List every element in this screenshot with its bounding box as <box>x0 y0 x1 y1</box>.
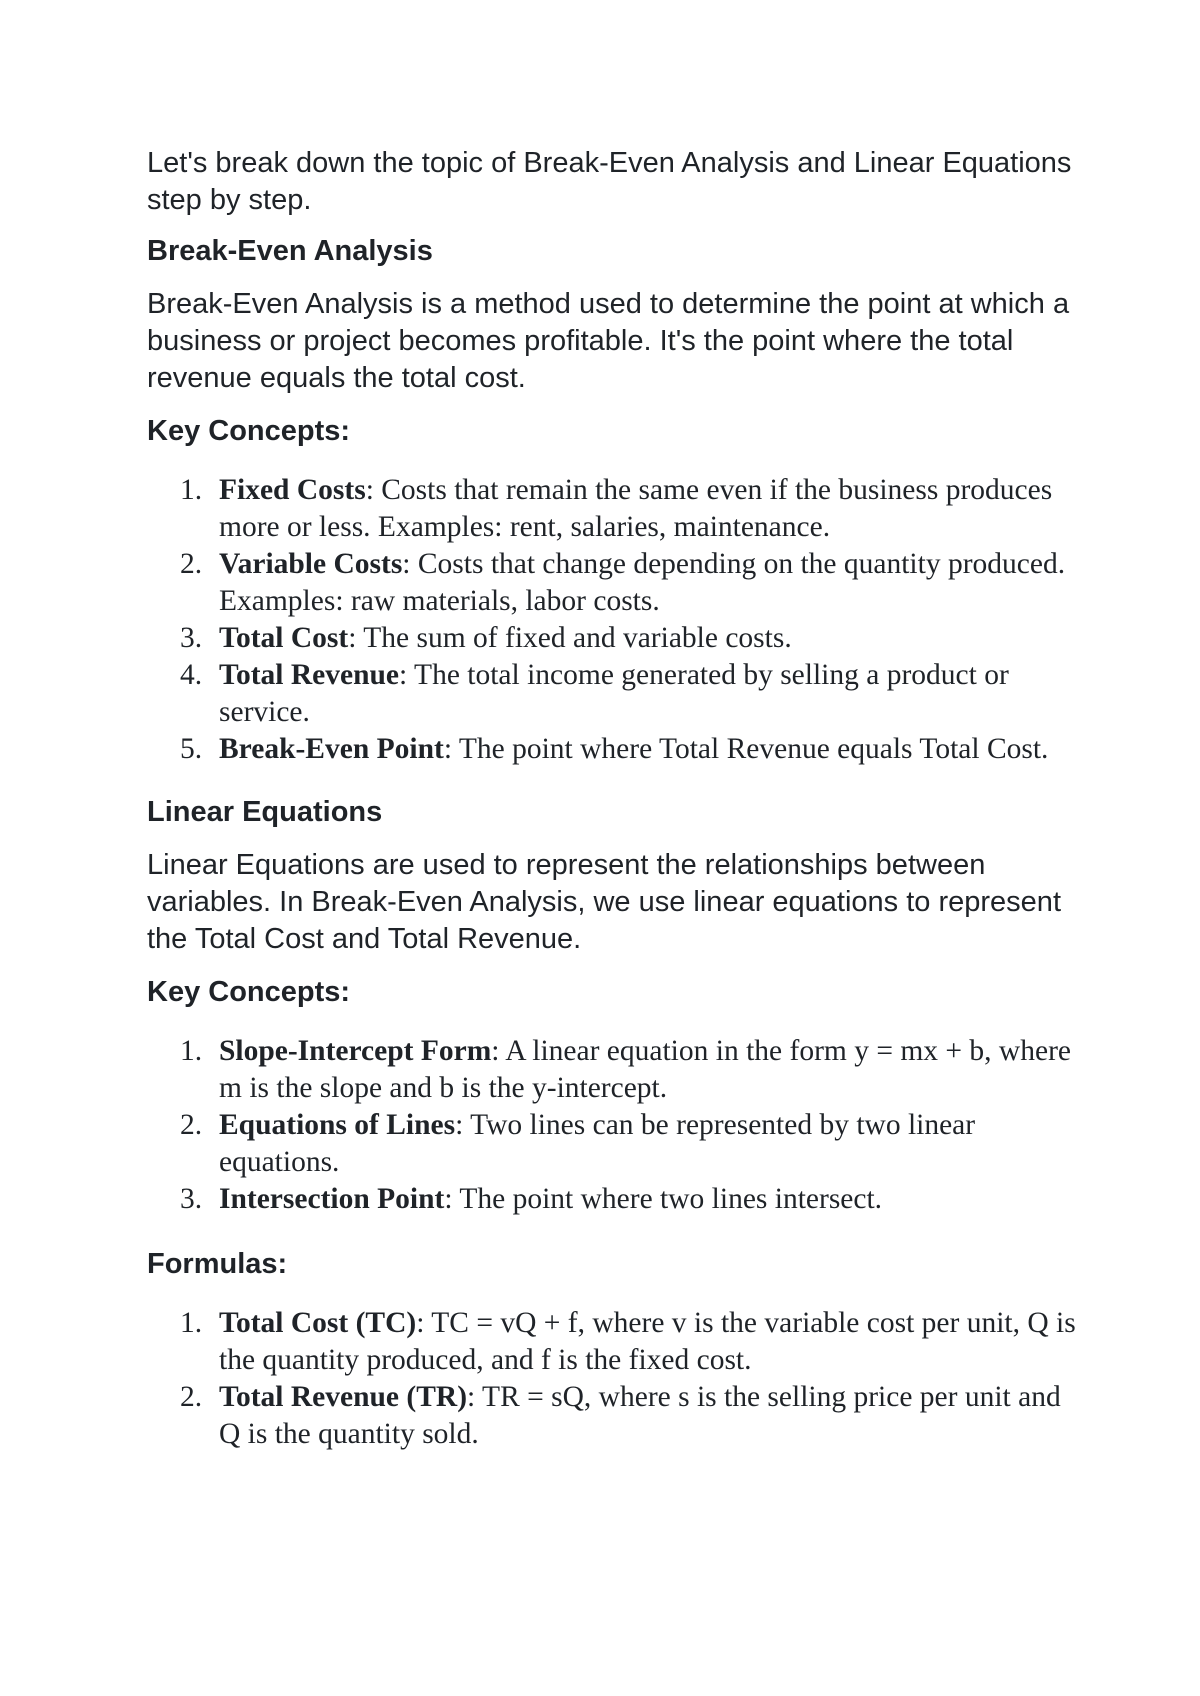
list-text: : Costs that remain the same even if the business produces more or less. Examples: rent, salaries, maintenance. <box>219 474 1053 543</box>
list-term: Total Cost (TC) <box>219 1307 417 1339</box>
section-heading-break-even: Break-Even Analysis <box>147 235 433 267</box>
list-term: Break-Even Point <box>219 733 444 765</box>
key-concepts-heading-2: Key Concepts: <box>147 976 351 1008</box>
list-term: Intersection Point <box>219 1183 445 1215</box>
list-number: 3. <box>180 1183 203 1215</box>
linear-equations-paragraph: Linear Equations are used to represent the relationships between variables. In Break-Even Analysis, we use linear equations to represent the Total Cost and Total Revenue. <box>147 849 1061 955</box>
list-number: 5. <box>180 733 203 765</box>
linear-equations-concepts-list <box>147 1033 1077 1218</box>
list-item <box>147 657 1077 731</box>
list-term: Total Cost <box>219 622 349 654</box>
list-item <box>147 620 1077 657</box>
list-text: : The point where Total Revenue equals Total Cost. <box>443 733 1049 765</box>
list-text: : Two lines can be represented by two linear equations. <box>219 1109 976 1178</box>
list-text: : The point where two lines intersect. <box>444 1183 883 1215</box>
list-text: : TC = vQ + f, where v is the variable cost per unit, Q is the quantity produced, and f is the fixed cost. <box>219 1307 1076 1376</box>
list-number: 1. <box>180 1035 203 1067</box>
list-number: 1. <box>180 474 203 506</box>
list-item <box>147 1379 1077 1453</box>
list-term: Fixed Costs <box>219 474 366 506</box>
list-text: : TR = sQ, where s is the selling price per unit and Q is the quantity sold. <box>219 1381 1061 1450</box>
list-item <box>147 1033 1077 1107</box>
document-page <box>147 145 1077 1453</box>
list-item <box>147 1181 1077 1218</box>
spacer <box>147 768 1077 794</box>
section-heading-linear-equations: Linear Equations <box>147 796 383 828</box>
spacer <box>147 1218 1077 1246</box>
list-item <box>147 731 1077 768</box>
list-term: Total Revenue (TR) <box>219 1381 468 1413</box>
list-number: 2. <box>180 1381 203 1413</box>
list-term: Total Revenue <box>219 659 400 691</box>
break-even-paragraph: Break-Even Analysis is a method used to determine the point at which a business or project becomes profitable. It's the point where the total revenue equals the total cost. <box>147 288 1070 394</box>
intro-paragraph: Let's break down the topic of Break-Even Analysis and Linear Equations step by step. <box>147 147 1072 216</box>
list-text: : The total income generated by selling a product or service. <box>219 659 1009 728</box>
list-item <box>147 1305 1077 1379</box>
list-term: Equations of Lines <box>219 1109 456 1141</box>
key-concepts-heading-1: Key Concepts: <box>147 415 351 447</box>
list-item <box>147 546 1077 620</box>
list-number: 4. <box>180 659 203 691</box>
list-number: 3. <box>180 622 203 654</box>
formulas-list <box>147 1305 1077 1453</box>
list-text: : The sum of fixed and variable costs. <box>348 622 792 654</box>
list-item <box>147 472 1077 546</box>
list-term: Slope-Intercept Form <box>219 1035 492 1067</box>
list-number: 1. <box>180 1307 203 1339</box>
list-item <box>147 1107 1077 1181</box>
list-number: 2. <box>180 548 203 580</box>
list-text: : Costs that change depending on the quantity produced. Examples: raw materials, labor costs. <box>219 548 1066 617</box>
list-number: 2. <box>180 1109 203 1141</box>
formulas-heading: Formulas: <box>147 1248 288 1280</box>
break-even-concepts-list <box>147 472 1077 768</box>
list-term: Variable Costs <box>219 548 403 580</box>
list-text: : A linear equation in the form y = mx + b, where m is the slope and b is the y-intercept. <box>219 1035 1071 1104</box>
